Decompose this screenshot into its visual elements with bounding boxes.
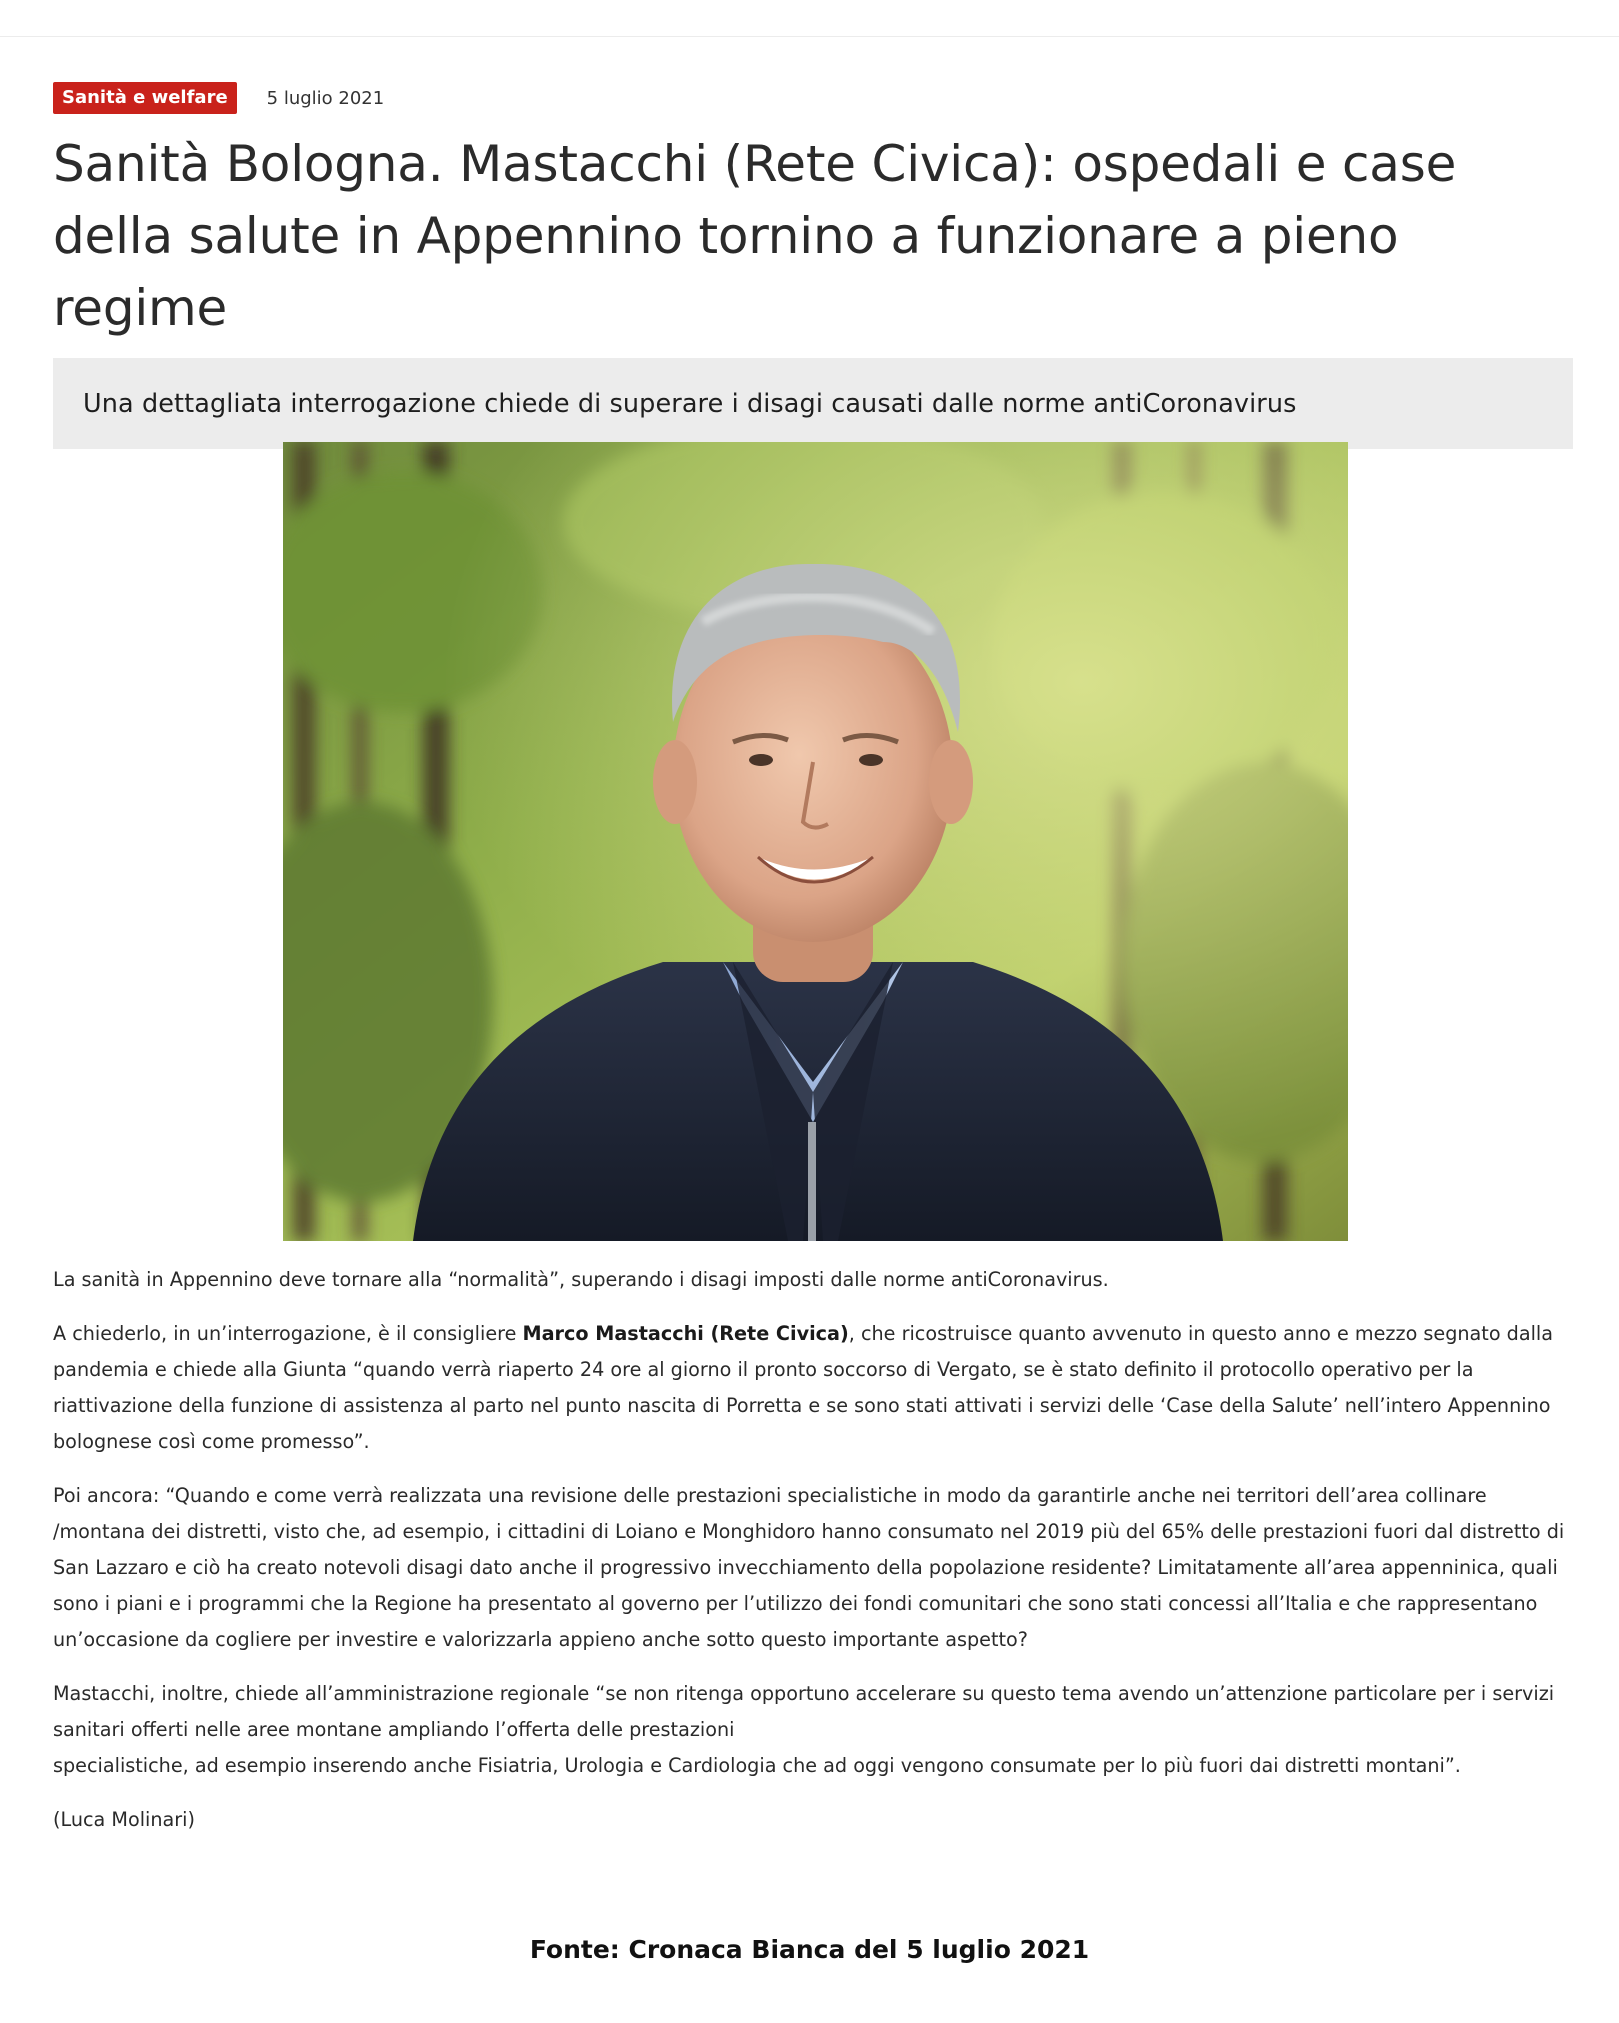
top-divider	[0, 36, 1619, 37]
paragraph-2-intro: A chiederlo, in un’interrogazione, è il consigliere	[53, 1322, 523, 1345]
subtitle-box	[53, 358, 1573, 449]
paragraph-2	[53, 1316, 1573, 1460]
meta-row	[53, 80, 1573, 116]
councillor-name: Marco Mastacchi (Rete Civica)	[522, 1322, 849, 1345]
article-subtitle: Una dettagliata interrogazione chiede di superare i disagi causati dalle norme antiCoronavirus	[83, 388, 1297, 419]
paragraph-2-rest: , che ricostruisce quanto avvenuto in questo anno e mezzo segnato dalla pandemia e chiede alla Giunta “quando verrà riaperto 24 ore al giorno il pronto soccorso di Vergato, se è stato definito il protocollo operativo per la riattivazione della funzione di assistenza al parto nel punto nascita di Porretta e se sono stati attivati i servizi delle ‘Case della Salute’ nell’intero Appennino bolognese così come promesso”.	[53, 1322, 1554, 1453]
paragraph-3: Poi ancora: “Quando e come verrà realizzata una revisione delle prestazioni specialistiche in modo da garantirle anche nei territori dell’area collinare /montana dei distretti, visto che, ad esempio, i cittadini di Loiano e Monghidoro hanno consumato nel 2019 più del 65% delle prestazioni fuori dal distretto di San Lazzaro e ciò ha creato notevoli disagi dato anche il progressivo invecchiamento della popolazione residente? Limitatamente all’area appenninica, quali sono i piani e i programmi che la Regione ha presentato al governo per l’utilizzo dei fondi comunitari che sono stati concessi all’Italia e che rappresentano un’occasione da cogliere per investire e valorizzarla appieno anche sotto questo importante aspetto?	[53, 1484, 1565, 1651]
article-photo	[283, 442, 1348, 1241]
paragraph-1: La sanità in Appennino deve tornare alla “normalità”, superando i disagi imposti dalle norme antiCoronavirus.	[53, 1268, 1109, 1291]
source-caption: Fonte: Cronaca Bianca del 5 luglio 2021	[529, 1935, 1090, 1964]
portrait-photo-illustration	[283, 442, 1348, 1241]
article-title: Sanità Bologna. Mastacchi (Rete Civica): ospedali e case della salute in Appennino tornino a funzionare a pieno regime	[53, 135, 1457, 337]
category-badge[interactable]: Sanità e welfare	[53, 82, 237, 114]
article-body	[53, 1262, 1573, 1856]
paragraph-4	[53, 1676, 1573, 1784]
paragraph-4-line-1: Mastacchi, inoltre, chiede all’amministrazione regionale “se non ritenga opportuno accelerare su questo tema avendo un’attenzione particolare per i servizi sanitari offerti nelle aree montane ampliando l’offerta delle prestazioni	[53, 1682, 1555, 1741]
article-header	[53, 80, 1573, 449]
paragraph-4-line-2: specialistiche, ad esempio inserendo anche Fisiatria, Urologia e Cardiologia che ad oggi vengono consumate per lo più fuori dai distretti montani”.	[53, 1754, 1461, 1777]
publish-date: 5 luglio 2021	[266, 87, 385, 109]
article-author: (Luca Molinari)	[53, 1808, 195, 1831]
